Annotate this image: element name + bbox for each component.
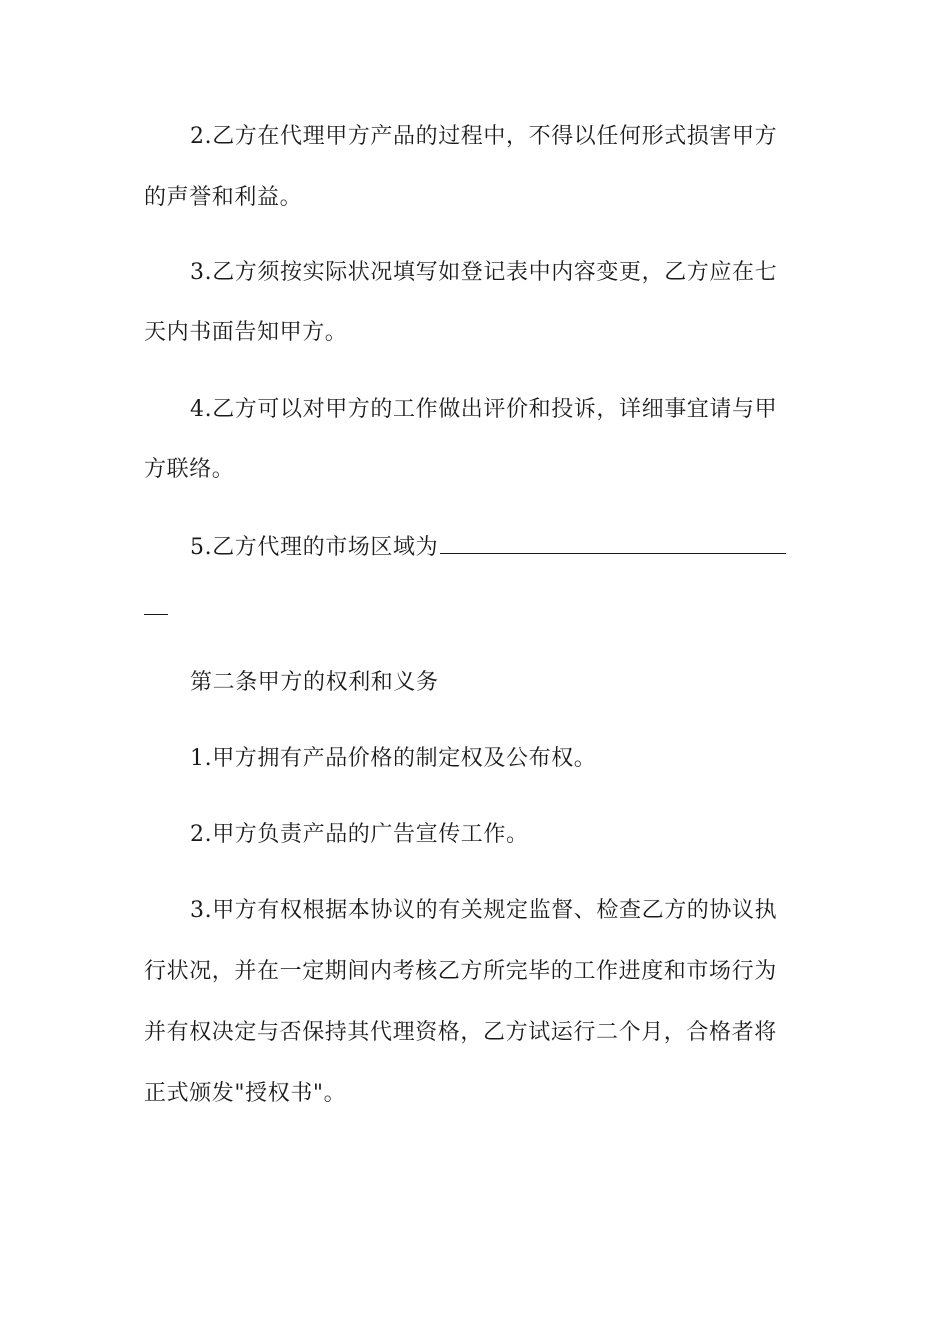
- clause-2-line-1: 2.乙方在代理甲方产品的过程中，不得以任何形式损害甲方: [190, 124, 778, 149]
- clause-2-line-2: 的声誉和利益。: [144, 185, 303, 210]
- clause-5-text: 5.乙方代理的市场区域为: [190, 535, 439, 560]
- party-a-clause-3-line-3: 并有权决定与否保持其代理资格，乙方试运行二个月，合格者将: [144, 1020, 777, 1045]
- clause-3-line-2: 天内书面告知甲方。: [144, 320, 348, 345]
- party-a-clause-3-line-1: 3.甲方有权根据本协议的有关规定监督、检查乙方的协议执: [190, 898, 778, 923]
- party-a-clause-1: 1.甲方拥有产品价格的制定权及公布权。: [190, 746, 597, 771]
- party-a-clause-2: 2.甲方负责产品的广告宣传工作。: [190, 822, 529, 847]
- clause-5-line: [190, 531, 786, 563]
- party-a-clause-3-line-2: 行状况，并在一定期间内考核乙方所完毕的工作进度和市场行为: [144, 959, 777, 984]
- clause-3-line-1: 3.乙方须按实际状况填写如登记表中内容变更，乙方应在七: [190, 260, 778, 285]
- market-area-blank[interactable]: [440, 531, 786, 554]
- clause-4-line-1: 4.乙方可以对甲方的工作做出评价和投诉，详细事宜请与甲: [190, 397, 778, 422]
- market-area-blank-continuation: [144, 614, 168, 615]
- section-heading: 第二条甲方的权利和义务: [190, 670, 439, 695]
- clause-4-line-2: 方联络。: [144, 457, 235, 482]
- party-a-clause-3-line-4: 正式颁发"授权书"。: [144, 1081, 347, 1106]
